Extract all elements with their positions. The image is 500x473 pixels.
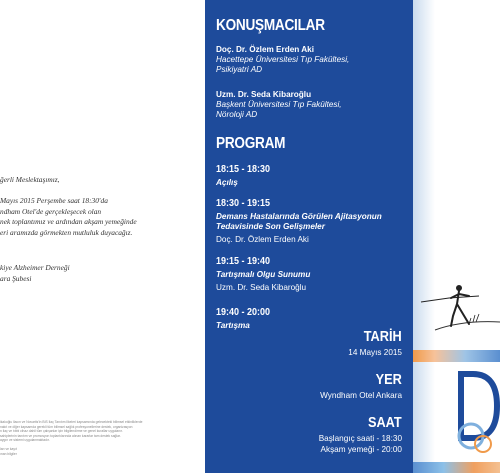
invitation-text bbox=[0, 175, 200, 239]
fine-print-line: n ilaç ve tıbbi cihaz dahil tüm çalışanlar için bilgilendirme ve genel kurallar uygulanır. bbox=[0, 429, 123, 433]
speaker-name: Doç. Dr. Özlem Erden Aki bbox=[216, 45, 314, 54]
signature-line: kiye Alzheimer Derneği bbox=[0, 263, 70, 272]
program-speaker: Doç. Dr. Özlem Erden Aki bbox=[216, 235, 309, 244]
speaker-affiliation: Hacettepe Üniversitesi Tıp Fakültesi, bbox=[216, 55, 350, 64]
program-title: Tedavisinde Son Gelişmeler bbox=[216, 222, 325, 231]
fine-print-line: ınan bilgiler bbox=[0, 451, 17, 456]
dinner-time: Akşam yemeği - 20:00 bbox=[320, 445, 402, 454]
program-title: Tartışmalı Olgu Sunumu bbox=[216, 270, 311, 279]
invitation-panel bbox=[0, 0, 205, 473]
speaker-affiliation: Başkent Üniversitesi Tıp Fakültesi, bbox=[216, 100, 342, 109]
fine-print bbox=[0, 420, 175, 456]
start-time: Başlangıç saati - 18:30 bbox=[318, 434, 402, 443]
fine-print-line: ikakoğlu İlacın ve Novartis'in BİS Ilaç Tanıtım İlkeleri kapsamında gelecekteki bilimsel etkinliklerde bbox=[0, 420, 143, 424]
speaker-name: Uzm. Dr. Seda Kibaroğlu bbox=[216, 90, 312, 99]
signature-line: ara Şubesi bbox=[0, 274, 32, 283]
invitation-line: eri aramızda görmekten mutluluk duyacağız. bbox=[0, 227, 133, 237]
time-heading: SAAT bbox=[368, 414, 402, 431]
fine-print-line: ları ve kayıt bbox=[0, 447, 17, 451]
event-date: 14 Mayıs 2015 bbox=[348, 348, 402, 357]
place-heading: YER bbox=[375, 371, 402, 388]
date-heading: TARİH bbox=[363, 328, 402, 345]
speakers-heading: KONUŞMACILAR bbox=[216, 17, 325, 34]
color-band bbox=[413, 462, 500, 473]
invitation-line: ğerli Meslektaşımız, bbox=[0, 175, 60, 184]
program-title: Demans Hastalarında Görülen Ajitasyonun bbox=[216, 212, 382, 221]
alzheimer-logo-mark bbox=[413, 362, 500, 462]
cover-edge-panel bbox=[413, 0, 500, 473]
fine-print-line: sahiplerinin tanıtım ve promosyon toplantılarında alınan kararlar tam destek sağlar. bbox=[0, 433, 121, 438]
fine-print-line: aygın ve sistemi uygulanmaktadır. bbox=[0, 438, 50, 442]
program-heading: PROGRAM bbox=[216, 135, 286, 152]
invitation-line: Mayıs 2015 Perşembe saat 18:30'da bbox=[0, 196, 108, 206]
program-time: 19:15 - 19:40 bbox=[216, 256, 271, 267]
program-panel bbox=[205, 0, 413, 473]
program-speaker: Uzm. Dr. Seda Kibaroğlu bbox=[216, 283, 307, 292]
program-time: 18:15 - 18:30 bbox=[216, 164, 271, 175]
invitation-line: nek toplantımız ve ardından akşam yemeğinde bbox=[0, 217, 137, 227]
invitation-line: ndham Otel'de gerçekleşecek olan bbox=[0, 206, 102, 216]
color-band bbox=[413, 350, 500, 362]
program-time: 19:40 - 20:00 bbox=[216, 307, 271, 318]
tightrope-walker-illustration bbox=[413, 282, 500, 342]
program-title: Açılış bbox=[216, 178, 238, 187]
speaker-affiliation: Nöroloji AD bbox=[216, 110, 258, 119]
speaker-affiliation: Psikiyatri AD bbox=[216, 65, 263, 74]
fine-print-line: nakıt ve diğer kapsamda gerekli tüm bilimsel sağlık profesyonellerine destek, organizasyon bbox=[0, 424, 133, 429]
event-place: Wyndham Otel Ankara bbox=[320, 391, 402, 400]
invitation-signature bbox=[0, 262, 70, 284]
program-time: 18:30 - 19:15 bbox=[216, 198, 271, 209]
invitation-line bbox=[0, 186, 200, 197]
program-title: Tartışma bbox=[216, 321, 250, 330]
